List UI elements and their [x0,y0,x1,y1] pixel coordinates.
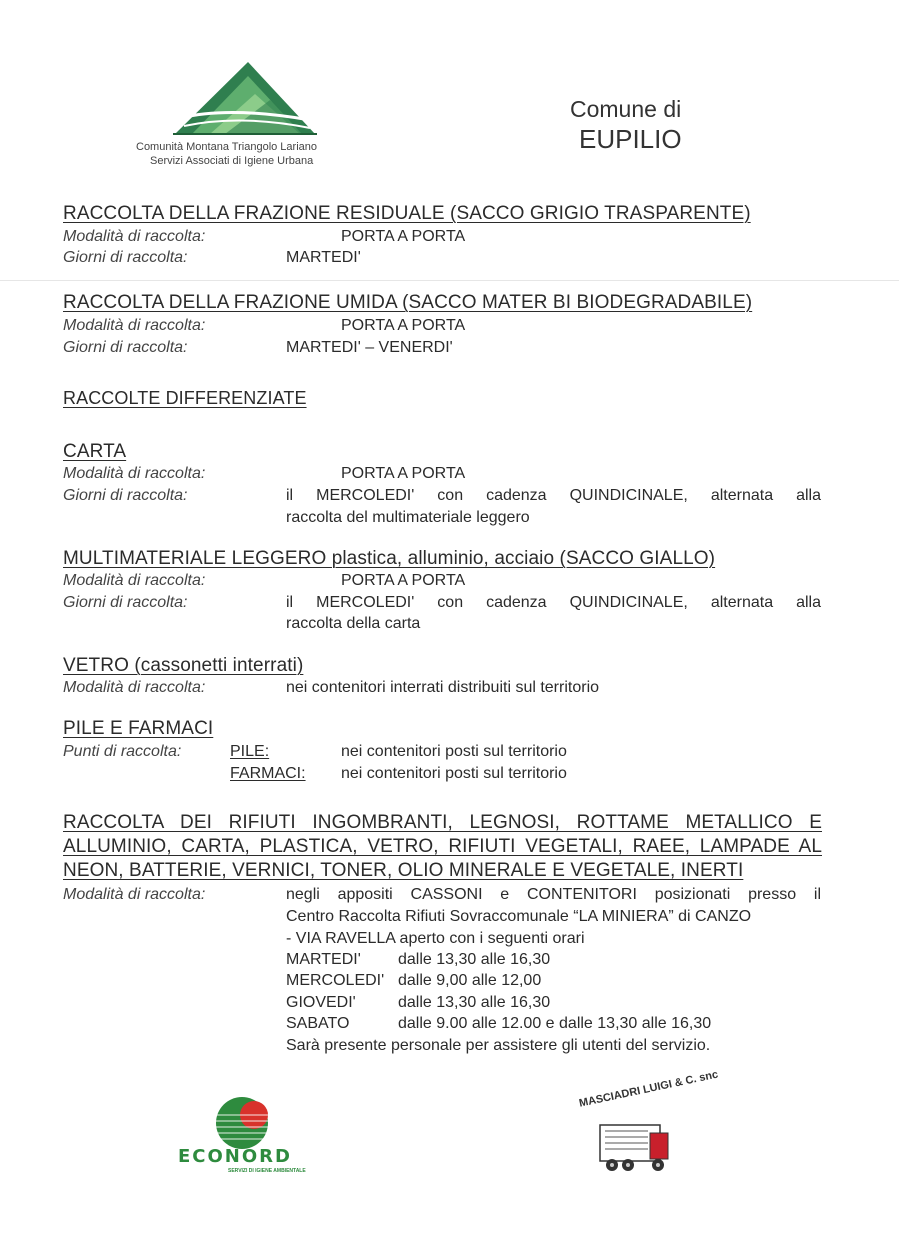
differenziate-title: RACCOLTE DIFFERENZIATE [63,388,307,408]
residuale-giorni-value: MARTEDI' [286,249,361,266]
econord-subtitle: SERVIZI DI IGIENE AMBIENTALE [228,1168,306,1174]
comune-name: EUPILIO [579,124,682,154]
umida-mod-label: Modalità di raccolta: [63,317,206,334]
ingombranti-note: Sarà presente personale per assistere gli utenti del servizio. [286,1037,711,1054]
orari-hours-1: dalle 9,00 alle 12,00 [398,972,542,989]
pile-punti-label: Punti di raccolta: [63,743,182,760]
carta-title: CARTA [63,441,127,462]
umida-giorni-value: MARTEDI' – VENERDI' [286,339,453,356]
carta-giorni-label: Giorni di raccolta: [63,487,188,504]
ingombranti-title-line1: RACCOLTA DEI RIFIUTI INGOMBRANTI, LEGNOSI, ROTTAME METALLICO E [63,812,822,833]
ingombranti-desc-line3: - VIA RAVELLA aperto con i seguenti orari [286,930,585,947]
pile-value: nei contenitori posti sul territorio [341,743,567,760]
orari-hours-3: dalle 9.00 alle 12.00 e dalle 13,30 alle 16,30 [398,1015,712,1032]
vetro-mod-value: nei contenitori interrati distribuiti sul territorio [286,679,600,696]
multimateriale-title: MULTIMATERIALE LEGGERO plastica, alluminio, acciaio (SACCO GIALLO) [63,548,716,569]
masciadri-text: MASCIADRI LUIGI & C. snc [578,1068,720,1110]
econord-text: ECONORD [178,1146,292,1167]
ingombranti-desc-line1: negli appositi CASSONI e CONTENITORI posizionati presso il [286,886,821,903]
multimateriale-giorni-line1: il MERCOLEDI' con cadenza QUINDICINALE, alternata alla [286,594,821,611]
umida-mod-value: PORTA A PORTA [341,317,466,334]
orari-day-2: GIOVEDI' [286,994,356,1011]
umida-giorni-label: Giorni di raccolta: [63,339,188,356]
fold-line [0,280,899,281]
residuale-mod-label: Modalità di raccolta: [63,228,206,245]
carta-mod-label: Modalità di raccolta: [63,465,206,482]
residuale-mod-value: PORTA A PORTA [341,228,466,245]
pile-title: PILE E FARMACI [63,718,214,739]
multimateriale-mod-value: PORTA A PORTA [341,572,466,589]
pile-label: PILE: [230,743,270,760]
orari-hours-2: dalle 13,30 alle 16,30 [398,994,551,1011]
org-line1: Comunità Montana Triangolo Lariano [136,141,318,153]
carta-giorni-line2: raccolta del multimateriale leggero [286,509,530,526]
multimateriale-mod-label: Modalità di raccolta: [63,572,206,589]
carta-mod-value: PORTA A PORTA [341,465,466,482]
vetro-title: VETRO (cassonetti interrati) [63,655,304,676]
community-logo [170,58,320,138]
multimateriale-giorni-line2: raccolta della carta [286,615,421,632]
residuale-title: RACCOLTA DELLA FRAZIONE RESIDUALE (SACCO GRIGIO TRASPARENTE) [63,203,751,224]
orari-hours-0: dalle 13,30 alle 16,30 [398,951,551,968]
ingombranti-mod-label: Modalità di raccolta: [63,886,206,903]
ingombranti-title-line2: ALLUMINIO, CARTA, PLASTICA, VETRO, RIFIUTI VEGETALI, RAEE, LAMPADE AL [63,836,822,857]
farmaci-label: FARMACI: [230,765,306,782]
umida-title: RACCOLTA DELLA FRAZIONE UMIDA (SACCO MATER BI BIODEGRADABILE) [63,292,753,313]
orari-day-3: SABATO [286,1015,350,1032]
residuale-giorni-label: Giorni di raccolta: [63,249,188,266]
carta-giorni-line1: il MERCOLEDI' con cadenza QUINDICINALE, alternata alla [286,487,821,504]
ingombranti-title-line3: NEON, BATTERIE, VERNICI, TONER, OLIO MINERALE E VEGETALE, INERTI [63,860,744,881]
multimateriale-giorni-label: Giorni di raccolta: [63,594,188,611]
orari-day-0: MARTEDI' [286,951,361,968]
ingombranti-desc-line2: Centro Raccolta Rifiuti Sovraccomunale “LA MINIERA” di CANZO [286,908,752,925]
comune-label: Comune di [570,96,682,122]
vetro-mod-label: Modalità di raccolta: [63,679,206,696]
farmaci-value: nei contenitori posti sul territorio [341,765,567,782]
orari-day-1: MERCOLEDI' [286,972,385,989]
org-line2: Servizi Associati di Igiene Urbana [150,155,314,167]
